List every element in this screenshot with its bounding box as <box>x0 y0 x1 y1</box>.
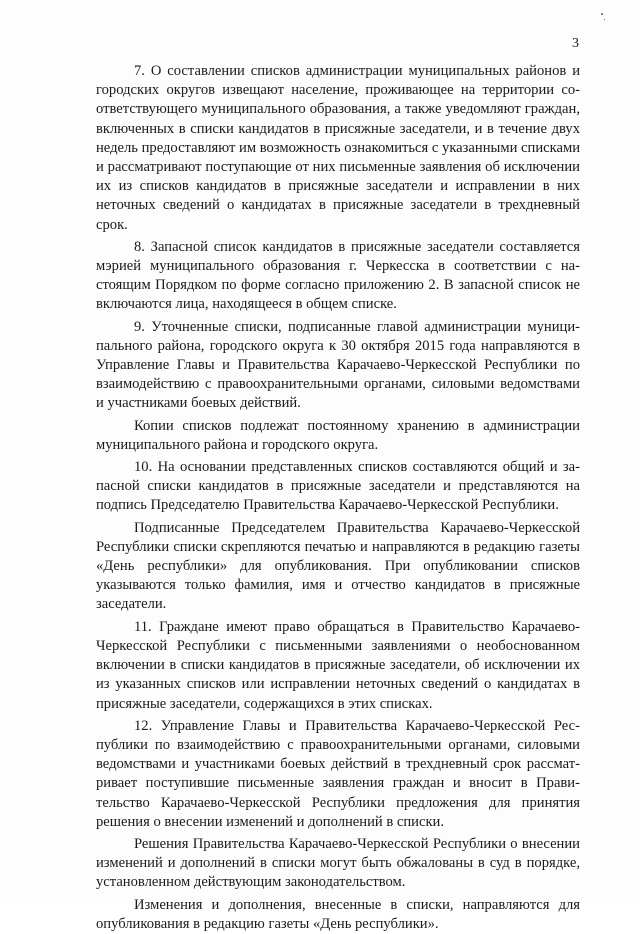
scan-speck <box>604 19 605 20</box>
paragraph-copies: Копии списков подлежат постоянному хранению в администрации муниципального района и городского округа. <box>96 417 580 453</box>
document-body <box>96 62 580 934</box>
paragraph-11: 11. Граждане имеют право обращаться в Правительство Карачаево-Черкесской Республики с письменными заявлениями о необоснованном включении в списки кандидатов в присяжные заседатели, об исключении их из указанных списков или исправлении неточных сведений о кандидатах в присяжные заседатели, содержащихся в этих списках. <box>96 618 580 712</box>
paragraph-8: 8. Запасной список кандидатов в присяжные заседатели составляется мэрией муниципального образования г. Черкесска в соответствии с настоящим Порядком по форме согласно приложению 2. В запасной список не включаются лица, находящееся в общем списке. <box>96 238 580 313</box>
paragraph-7: 7. О составлении списков администрации муниципальных районов и городских округов извещают население, проживающее на территории соответствующего муниципального образования, а также уведомляют граждан, включенных в списки кандидатов в присяжные заседатели, и в течение двух недель предоставляют им возможность ознакомиться с указанными списками и рассматривают поступающие от них письменные заявления об исключении их из списков кандидатов в присяжные заседатели и исправлении в них неточных сведений о кандидатах в присяжные заседатели в трехдневный срок. <box>96 63 580 233</box>
paragraph-appeal: Решения Правительства Карачаево-Черкесской Республики о внесении изменений и дополнений в списки могут быть обжалованы в суд в порядке, установленном действующим законодательством. <box>96 835 580 891</box>
paragraph-9: 9. Уточненные списки, подписанные главой администрации муниципального района, городского округа к 30 октября 2015 года направляются в Управление Главы и Правительства Карачаево-Черкесской Республики по взаимодействию с правоохранительными органами, силовыми ведомствами и участниками боевых действий. <box>96 318 580 412</box>
paragraph-signed-lists: Подписанные Председателем Правительства Карачаево-Черкесской Республики списки скрепляются печатью и направляются в редакцию газеты «День республики» для опубликования. При опубликовании списков указываются только фамилия, имя и отчество кандидатов в присяжные заседатели. <box>96 519 580 613</box>
paragraph-publication: Изменения и дополнения, внесенные в списки, направляются для опубликования в редакцию газеты «День республики». <box>96 896 580 932</box>
scan-speck <box>601 13 603 15</box>
page-number: 3 <box>572 36 579 51</box>
paragraph-12: 12. Управление Главы и Правительства Карачаево-Черкесской Республики по взаимодействию с правоохранительными органами, силовыми ведомствами и участниками боевых действий в трехдневный срок рассматривает поступившие письменные заявления граждан и вносит в Правительство Карачаево-Черкесской Республики предложения для принятия решения о внесении изменений и дополнений в списки. <box>96 717 580 830</box>
paragraph-10: 10. На основании представленных списков составляются общий и запасной списки кандидатов в присяжные заседатели и представляются на подпись Председателю Правительства Карачаево-Черкесской Республики. <box>96 459 580 514</box>
